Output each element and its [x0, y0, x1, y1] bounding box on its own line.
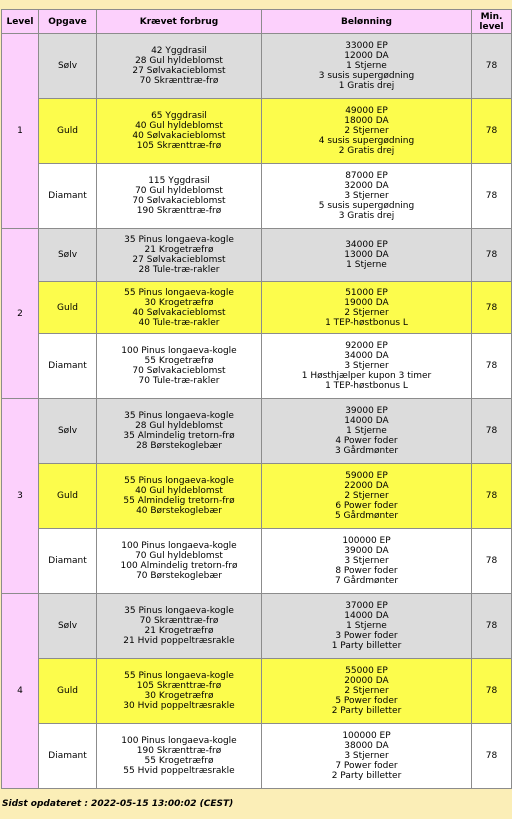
cost-line: 35 Almindelig tretorn-frø [123, 431, 235, 441]
reward-line: 55000 EP [345, 666, 388, 676]
cost-line: 42 Yggdrasil [151, 46, 207, 56]
task-cell: Diamant [39, 164, 96, 228]
table-row [2, 724, 511, 788]
table-row [2, 282, 511, 333]
cost-line: 40 Gul hyldeblomst [135, 121, 223, 131]
task-cell: Diamant [39, 724, 96, 788]
cost-cell [97, 282, 261, 333]
reward-line: 3 Gårdmønter [334, 446, 399, 456]
table-row [2, 659, 511, 723]
task-cell: Guld [39, 99, 96, 163]
reward-line: 18000 DA [344, 116, 389, 126]
reward-line: 13000 DA [344, 250, 389, 260]
header-level: Level [2, 10, 38, 33]
cost-line: 70 Tule-træ-rakler [138, 376, 220, 386]
cost-line: 21 Krogetræfrø [144, 626, 214, 636]
header-row [2, 10, 511, 33]
cost-line: 55 Pinus longaeva-kogle [124, 287, 234, 298]
level-cell: 2 [2, 229, 38, 398]
cost-line: 40 Tule-træ-rakler [138, 317, 220, 328]
reward-line: 34000 EP [345, 240, 388, 250]
cost-line: 28 Gul hyldeblomst [135, 421, 223, 431]
reward-line: 1 TEP-høstbonus L [325, 381, 408, 391]
reward-cell [262, 594, 471, 658]
cost-line: 70 Sølvakacieblomst [132, 196, 226, 206]
cost-line: 28 Gul hyldeblomst [135, 56, 223, 66]
cost-cell [97, 724, 261, 788]
table-row [2, 99, 511, 163]
task-cell: Guld [39, 464, 96, 528]
reward-cell [262, 229, 471, 281]
table-body [2, 34, 511, 788]
table-row [2, 164, 511, 228]
reward-cell [262, 529, 471, 593]
reward-cell [262, 282, 471, 333]
cost-line: 70 Børstekoglebær [136, 571, 222, 581]
cost-line: 55 Krogetræfrø [144, 756, 214, 766]
reward-line: 37000 EP [345, 601, 388, 611]
reward-line: 5 Power foder [335, 696, 398, 706]
cost-line: 70 Skrænttræ-frø [139, 76, 219, 86]
cost-cell [97, 464, 261, 528]
cost-line: 100 Almindelig tretorn-frø [120, 561, 238, 571]
task-cell: Diamant [39, 334, 96, 398]
header-reward: Belønning [262, 10, 471, 33]
cost-line: 21 Hvid poppeltræsrakle [123, 636, 235, 646]
reward-line: 3 Stjerner [344, 751, 389, 761]
reward-line: 51000 EP [345, 287, 388, 298]
reward-line: 1 Stjerne [346, 621, 387, 631]
cost-line: 35 Pinus longaeva-kogle [124, 235, 234, 245]
min-level-cell: 78 [472, 399, 511, 463]
cost-line: 35 Pinus longaeva-kogle [124, 606, 234, 616]
table-row [2, 229, 511, 281]
reward-line: 1 Høsthjælper kupon 3 timer [301, 371, 432, 381]
task-cell: Sølv [39, 399, 96, 463]
cost-line: 30 Krogetræfrø [144, 691, 214, 701]
task-cell: Sølv [39, 34, 96, 98]
reward-line: 1 TEP-høstbonus L [325, 317, 408, 328]
reward-line: 2 Stjerner [344, 126, 389, 136]
reward-line: 19000 DA [344, 297, 389, 308]
reward-line: 4 Power foder [335, 436, 398, 446]
min-level-cell: 78 [472, 282, 511, 333]
reward-line: 33000 EP [345, 41, 388, 51]
min-level-cell: 78 [472, 594, 511, 658]
cost-line: 55 Pinus longaeva-kogle [124, 476, 234, 486]
reward-cell [262, 334, 471, 398]
reward-line: 2 Stjerner [344, 686, 389, 696]
cost-line: 115 Yggdrasil [148, 176, 210, 186]
cost-line: 105 Skrænttræ-frø [136, 141, 222, 151]
min-level-cell: 78 [472, 229, 511, 281]
cost-line: 70 Gul hyldeblomst [135, 186, 223, 196]
cost-cell [97, 229, 261, 281]
reward-line: 1 Party billetter [331, 641, 402, 651]
header-task: Opgave [39, 10, 96, 33]
reward-line: 22000 DA [344, 481, 389, 491]
quest-table [1, 9, 512, 789]
min-level-cell: 78 [472, 724, 511, 788]
reward-cell [262, 659, 471, 723]
min-level-cell: 78 [472, 164, 511, 228]
task-cell: Guld [39, 282, 96, 333]
cost-line: 105 Skrænttræ-frø [136, 681, 222, 691]
cost-line: 40 Sølvakacieblomst [132, 131, 226, 141]
reward-line: 38000 DA [344, 741, 389, 751]
reward-line: 1 Stjerne [346, 61, 387, 71]
reward-cell [262, 399, 471, 463]
task-cell: Guld [39, 659, 96, 723]
cost-line: 70 Sølvakacieblomst [132, 366, 226, 376]
reward-line: 1 Gratis drej [338, 81, 395, 91]
min-level-cell: 78 [472, 529, 511, 593]
cost-line: 27 Sølvakacieblomst [132, 66, 226, 76]
level-cell: 4 [2, 594, 38, 788]
cost-line: 55 Pinus longaeva-kogle [124, 671, 234, 681]
cost-line: 70 Skrænttræ-frø [139, 616, 219, 626]
reward-line: 5 susis supergødning [318, 201, 415, 211]
reward-line: 1 Stjerne [346, 426, 387, 436]
min-level-cell: 78 [472, 334, 511, 398]
reward-line: 3 susis supergødning [318, 71, 415, 81]
cost-line: 65 Yggdrasil [151, 111, 207, 121]
reward-line: 59000 EP [345, 471, 388, 481]
reward-line: 2 Stjerner [344, 491, 389, 501]
reward-line: 2 Gratis drej [338, 146, 395, 156]
cost-line: 100 Pinus longaeva-kogle [121, 736, 237, 746]
reward-line: 8 Power foder [335, 566, 398, 576]
min-level-cell: 78 [472, 99, 511, 163]
reward-line: 100000 EP [342, 731, 391, 741]
reward-line: 87000 EP [345, 171, 388, 181]
reward-line: 6 Power foder [335, 501, 398, 511]
table-row [2, 399, 511, 463]
reward-line: 2 Stjerner [344, 307, 389, 318]
cost-line: 27 Sølvakacieblomst [132, 255, 226, 265]
reward-cell [262, 464, 471, 528]
reward-line: 2 Party billetter [331, 771, 402, 781]
table-row [2, 464, 511, 528]
reward-line: 3 Stjerner [344, 556, 389, 566]
table-row [2, 594, 511, 658]
cost-cell [97, 334, 261, 398]
cost-line: 190 Skrænttræ-frø [136, 206, 222, 216]
cost-line: 190 Skrænttræ-frø [136, 746, 222, 756]
cost-cell [97, 99, 261, 163]
reward-line: 7 Power foder [335, 761, 398, 771]
reward-line: 3 Gratis drej [338, 211, 395, 221]
reward-line: 2 Party billetter [331, 706, 402, 716]
min-level-cell: 78 [472, 34, 511, 98]
table-row [2, 34, 511, 98]
cost-line: 30 Krogetræfrø [144, 297, 214, 308]
reward-line: 12000 DA [344, 51, 389, 61]
reward-cell [262, 164, 471, 228]
cost-line: 70 Gul hyldeblomst [135, 551, 223, 561]
reward-line: 49000 EP [345, 106, 388, 116]
reward-line: 3 Stjerner [344, 361, 389, 371]
cost-cell [97, 399, 261, 463]
reward-line: 7 Gårdmønter [334, 576, 399, 586]
reward-cell [262, 724, 471, 788]
reward-line: 100000 EP [342, 536, 391, 546]
cost-line: 100 Pinus longaeva-kogle [121, 346, 237, 356]
min-level-cell: 78 [472, 659, 511, 723]
cost-line: 40 Sølvakacieblomst [132, 307, 226, 318]
reward-line: 92000 EP [345, 341, 388, 351]
min-level-cell: 78 [472, 464, 511, 528]
cost-line: 28 Tule-træ-rakler [138, 265, 220, 275]
reward-line: 14000 DA [344, 611, 389, 621]
reward-cell [262, 34, 471, 98]
task-cell: Sølv [39, 594, 96, 658]
reward-line: 39000 EP [345, 406, 388, 416]
table-row [2, 334, 511, 398]
cost-cell [97, 164, 261, 228]
reward-line: 1 Stjerne [346, 260, 387, 270]
cost-line: 55 Hvid poppeltræsrakle [123, 766, 235, 776]
cost-line: 21 Krogetræfrø [144, 245, 214, 255]
level-cell: 1 [2, 34, 38, 228]
reward-cell [262, 99, 471, 163]
reward-line: 5 Gårdmønter [334, 511, 399, 521]
reward-line: 20000 DA [344, 676, 389, 686]
cost-line: 100 Pinus longaeva-kogle [121, 541, 237, 551]
reward-line: 14000 DA [344, 416, 389, 426]
cost-cell [97, 529, 261, 593]
task-cell: Diamant [39, 529, 96, 593]
cost-cell [97, 34, 261, 98]
last-updated-text: Sidst opdateret : 2022-05-15 13:00:02 (CEST) [2, 799, 234, 809]
reward-line: 4 susis supergødning [318, 136, 415, 146]
cost-line: 55 Krogetræfrø [144, 356, 214, 366]
cost-line: 40 Gul hyldeblomst [135, 486, 223, 496]
reward-line: 32000 DA [344, 181, 389, 191]
reward-line: 34000 DA [344, 351, 389, 361]
cost-line: 28 Børstekoglebær [136, 441, 222, 451]
reward-line: 39000 DA [344, 546, 389, 556]
level-cell: 3 [2, 399, 38, 593]
cost-line: 35 Pinus longaeva-kogle [124, 411, 234, 421]
table-row [2, 529, 511, 593]
reward-line: 3 Power foder [335, 631, 398, 641]
reward-line: 3 Stjerner [344, 191, 389, 201]
cost-cell [97, 659, 261, 723]
header-min-level: Min. level [472, 10, 511, 33]
header-cost: Krævet forbrug [97, 10, 261, 33]
cost-line: 30 Hvid poppeltræsrakle [123, 701, 235, 711]
task-cell: Sølv [39, 229, 96, 281]
cost-line: 55 Almindelig tretorn-frø [123, 496, 235, 506]
cost-cell [97, 594, 261, 658]
cost-line: 40 Børstekoglebær [136, 506, 222, 516]
